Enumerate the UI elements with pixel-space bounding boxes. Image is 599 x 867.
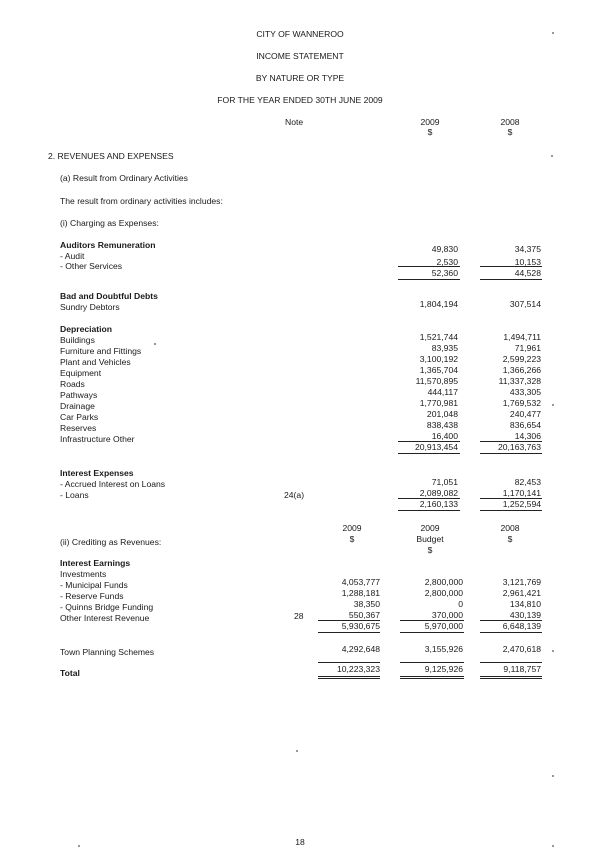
scan-speck (552, 650, 554, 652)
row-label: - Loans (60, 490, 89, 500)
total-double-rule (480, 676, 542, 677)
value-2008: 2,470,618 (502, 644, 541, 654)
col-2009-currency: $ (427, 127, 433, 137)
value-2009: 2,089,082 (419, 488, 458, 498)
crediting-label: (ii) Crediting as Revenues: (60, 537, 162, 547)
value-2008: 34,375 (514, 244, 541, 254)
section-title: 2. REVENUES AND EXPENSES (48, 151, 174, 161)
subtotal-rule (480, 662, 542, 663)
charging-label: (i) Charging as Expenses: (60, 218, 159, 228)
value-2009: 1,770,981 (419, 398, 458, 408)
value-2009: 11,570,895 (415, 376, 458, 386)
scan-speck (551, 155, 553, 157)
total-rule (480, 453, 542, 454)
value-2008: 14,306 (514, 431, 541, 441)
value-2009: 838,438 (426, 420, 458, 430)
value-budget: 2,800,000 (424, 588, 463, 598)
subtotal-rule (480, 266, 542, 267)
total-label: Total (60, 668, 80, 678)
subtotal-rule (318, 662, 380, 663)
total-2009: 52,360 (431, 268, 458, 278)
value-2008: 836,654 (509, 420, 541, 430)
value-2008: 3,121,769 (502, 577, 541, 587)
depreciation-heading: Depreciation (60, 324, 113, 334)
total-2008: 20,163,763 (497, 442, 541, 452)
row-label: Other Interest Revenue (60, 613, 150, 623)
row-label: - Accrued Interest on Loans (60, 479, 166, 489)
col-2008-currency: $ (507, 127, 513, 137)
col-2008-heading: 2008 (500, 117, 520, 127)
total-2008: 1,252,594 (502, 499, 541, 509)
row-label: - Reserve Funds (60, 591, 124, 601)
value-2008: 1,366,266 (502, 365, 541, 375)
value-2009: 444,117 (427, 387, 458, 397)
row-label: Equipment (60, 368, 102, 378)
value-2008: 1,769,532 (502, 398, 541, 408)
auditors-heading: Auditors Remuneration (60, 240, 156, 250)
total-2008: 44,528 (514, 268, 541, 278)
total-2009: 5,930,675 (341, 621, 380, 631)
value-2009: 1,804,194 (419, 299, 458, 309)
value-2008: 240,477 (509, 409, 541, 419)
subsection-title: (a) Result from Ordinary Activities (60, 173, 188, 183)
value-2009: 38,350 (353, 599, 380, 609)
col-note-heading: Note (285, 117, 304, 127)
total-rule (398, 453, 460, 454)
subtotal-rule (400, 662, 464, 663)
total-double-rule (400, 678, 464, 679)
total-2009: 2,160,133 (419, 499, 458, 509)
row-label: - Quinns Bridge Funding (60, 602, 154, 612)
row-label: Drainage (60, 401, 95, 411)
total-rule (480, 510, 542, 511)
bad-debts-heading: Bad and Doubtful Debts (60, 291, 158, 301)
header-period: FOR THE YEAR ENDED 30TH JUNE 2009 (217, 95, 383, 105)
col-2008-currency: $ (507, 534, 513, 544)
total-rule (398, 279, 460, 280)
value-budget: 0 (458, 599, 463, 609)
total-double-rule (318, 678, 380, 679)
value-2008: 134,810 (509, 599, 541, 609)
value-2008: 430,139 (509, 610, 541, 620)
header-council: CITY OF WANNEROO (256, 29, 344, 39)
total-rule (480, 632, 542, 633)
row-label: Town Planning Schemes (60, 647, 155, 657)
scan-speck (552, 775, 554, 777)
value-2009: 71,051 (431, 477, 458, 487)
investments-subheading: Investments (60, 569, 107, 579)
scan-speck (296, 750, 298, 752)
note-ref: 28 (294, 611, 304, 621)
col-2009-heading: 2009 (420, 117, 440, 127)
value-2008: 10,153 (514, 257, 541, 267)
value-budget: 370,000 (431, 610, 463, 620)
row-label: Pathways (60, 390, 98, 400)
interest-expenses-heading: Interest Expenses (60, 468, 134, 478)
col-budget-currency: $ (427, 545, 433, 555)
value-2009: 83,935 (431, 343, 458, 353)
value-2008: 1,494,711 (503, 332, 541, 342)
value-budget: 3,155,926 (424, 644, 463, 654)
scan-speck (552, 845, 554, 847)
value-2009: 3,100,192 (419, 354, 458, 364)
scan-speck (552, 404, 554, 406)
subtotal-rule (398, 266, 460, 267)
row-label: Infrastructure Other (60, 434, 135, 444)
value-2008: 71,961 (514, 343, 541, 353)
col-2008-heading: 2008 (500, 523, 520, 533)
col-2009-currency: $ (349, 534, 355, 544)
row-label: Buildings (60, 335, 95, 345)
header-nature: BY NATURE OR TYPE (255, 73, 345, 83)
value-2009: 2,530 (436, 257, 458, 267)
total-budget: 5,970,000 (424, 621, 463, 631)
total-rule (480, 279, 542, 280)
col-2009-heading: 2009 (342, 523, 362, 533)
section-intro: The result from ordinary activities includes: (60, 196, 223, 206)
value-2008: 2,961,421 (502, 588, 541, 598)
row-label: Car Parks (60, 412, 99, 422)
scan-speck (78, 845, 80, 847)
page-number: 18 (295, 837, 305, 847)
value-2008: 82,453 (514, 477, 541, 487)
row-label: - Municipal Funds (60, 580, 128, 590)
row-label: - Other Services (60, 261, 123, 271)
total-double-rule (480, 678, 542, 679)
total-rule (400, 632, 464, 633)
col-budget-heading: Budget (416, 534, 444, 544)
value-2009: 16,400 (431, 431, 458, 441)
value-2009: 49,830 (431, 244, 458, 254)
row-label: Reserves (60, 423, 97, 433)
grand-total-2008: 9,118,757 (503, 664, 541, 674)
value-2009: 1,288,181 (341, 588, 380, 598)
row-label: Furniture and Fittings (60, 346, 142, 356)
value-2009: 4,292,648 (341, 644, 380, 654)
value-2009: 1,521,744 (419, 332, 458, 342)
total-rule (318, 632, 380, 633)
grand-total-budget: 9,125,926 (424, 664, 463, 674)
value-2009: 1,365,704 (419, 365, 458, 375)
row-label: Plant and Vehicles (60, 357, 131, 367)
interest-earnings-heading: Interest Earnings (60, 558, 131, 568)
row-label: Sundry Debtors (60, 302, 120, 312)
total-2008: 6,648,139 (502, 621, 541, 631)
scan-speck (154, 343, 156, 345)
value-2008: 433,305 (509, 387, 541, 397)
total-2009: 20,913,454 (414, 442, 458, 452)
value-2008: 1,170,141 (502, 488, 541, 498)
value-2009: 550,367 (348, 610, 380, 620)
total-double-rule (318, 676, 380, 677)
row-label: Roads (60, 379, 85, 389)
value-2008: 2,599,223 (502, 354, 541, 364)
header-statement: INCOME STATEMENT (256, 51, 344, 61)
col-budget-year: 2009 (420, 523, 440, 533)
row-label: - Audit (60, 251, 85, 261)
note-ref: 24(a) (284, 490, 305, 500)
value-2008: 307,514 (509, 299, 541, 309)
grand-total-2009: 10,223,323 (336, 664, 380, 674)
value-2008: 11,337,328 (498, 376, 541, 386)
value-2009: 201,048 (426, 409, 458, 419)
total-rule (398, 510, 460, 511)
value-2009: 4,053,777 (341, 577, 380, 587)
total-double-rule (400, 676, 464, 677)
scan-speck (552, 32, 554, 34)
value-budget: 2,800,000 (424, 577, 463, 587)
